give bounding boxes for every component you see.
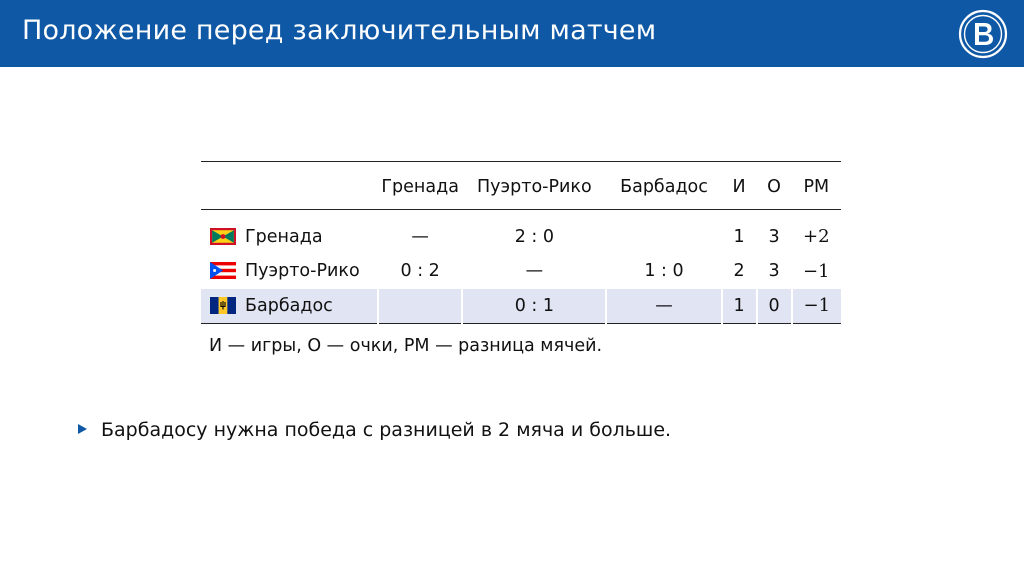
result-cell: — — [606, 289, 721, 324]
bullet-triangle-icon — [78, 424, 87, 434]
team-cell — [201, 289, 378, 324]
result-cell: 0 : 2 — [400, 261, 440, 281]
column-header: Гренада — [381, 176, 459, 197]
games-cell: 1 — [722, 289, 757, 324]
result-cell: 0 : 1 — [462, 289, 606, 324]
points-cell: 3 — [768, 226, 780, 247]
result-cell — [378, 289, 462, 324]
games-cell: 2 — [733, 261, 745, 281]
slide-header — [0, 0, 1024, 67]
games-cell: 1 — [733, 226, 745, 247]
team-name: Гренада — [245, 226, 323, 247]
result-cell: — — [411, 226, 429, 247]
goal-difference-cell: +2 — [803, 226, 830, 248]
points-cell: 3 — [768, 261, 780, 281]
points-cell: 0 — [757, 289, 792, 324]
column-header: РМ — [803, 176, 830, 197]
result-cell: — — [525, 261, 544, 281]
bullet-text: Барбадосу нужна победа с разницей в 2 мяча и больше. — [101, 419, 672, 441]
result-cell: 2 : 0 — [514, 226, 554, 247]
result-cell — [606, 210, 721, 254]
table-row — [201, 289, 841, 324]
slide-title: Положение перед заключительным матчем — [22, 15, 657, 46]
grenada-flag-icon — [210, 228, 236, 245]
goal-difference-cell: −1 — [792, 289, 841, 324]
hse-logo-icon — [958, 9, 1008, 59]
table-row — [201, 254, 841, 289]
standings-table — [201, 161, 841, 324]
table-legend-note: И — игры, О — очки, РМ — разница мячей. — [209, 336, 603, 356]
column-header: О — [767, 176, 781, 197]
team-name: Барбадос — [245, 295, 333, 316]
column-header: Пуэрто-Рико — [477, 176, 592, 197]
table-row — [201, 210, 841, 254]
team-cell — [201, 254, 378, 289]
barbados-flag-icon — [210, 297, 236, 314]
goal-difference-cell: −1 — [803, 260, 830, 282]
team-name: Пуэрто-Рико — [245, 261, 360, 281]
team-cell — [201, 210, 378, 254]
column-header: И — [732, 176, 746, 197]
result-cell: 1 : 0 — [644, 261, 684, 281]
puerto-rico-flag-icon — [210, 262, 236, 279]
table-header-row — [201, 162, 841, 210]
column-header: Барбадос — [620, 176, 708, 197]
